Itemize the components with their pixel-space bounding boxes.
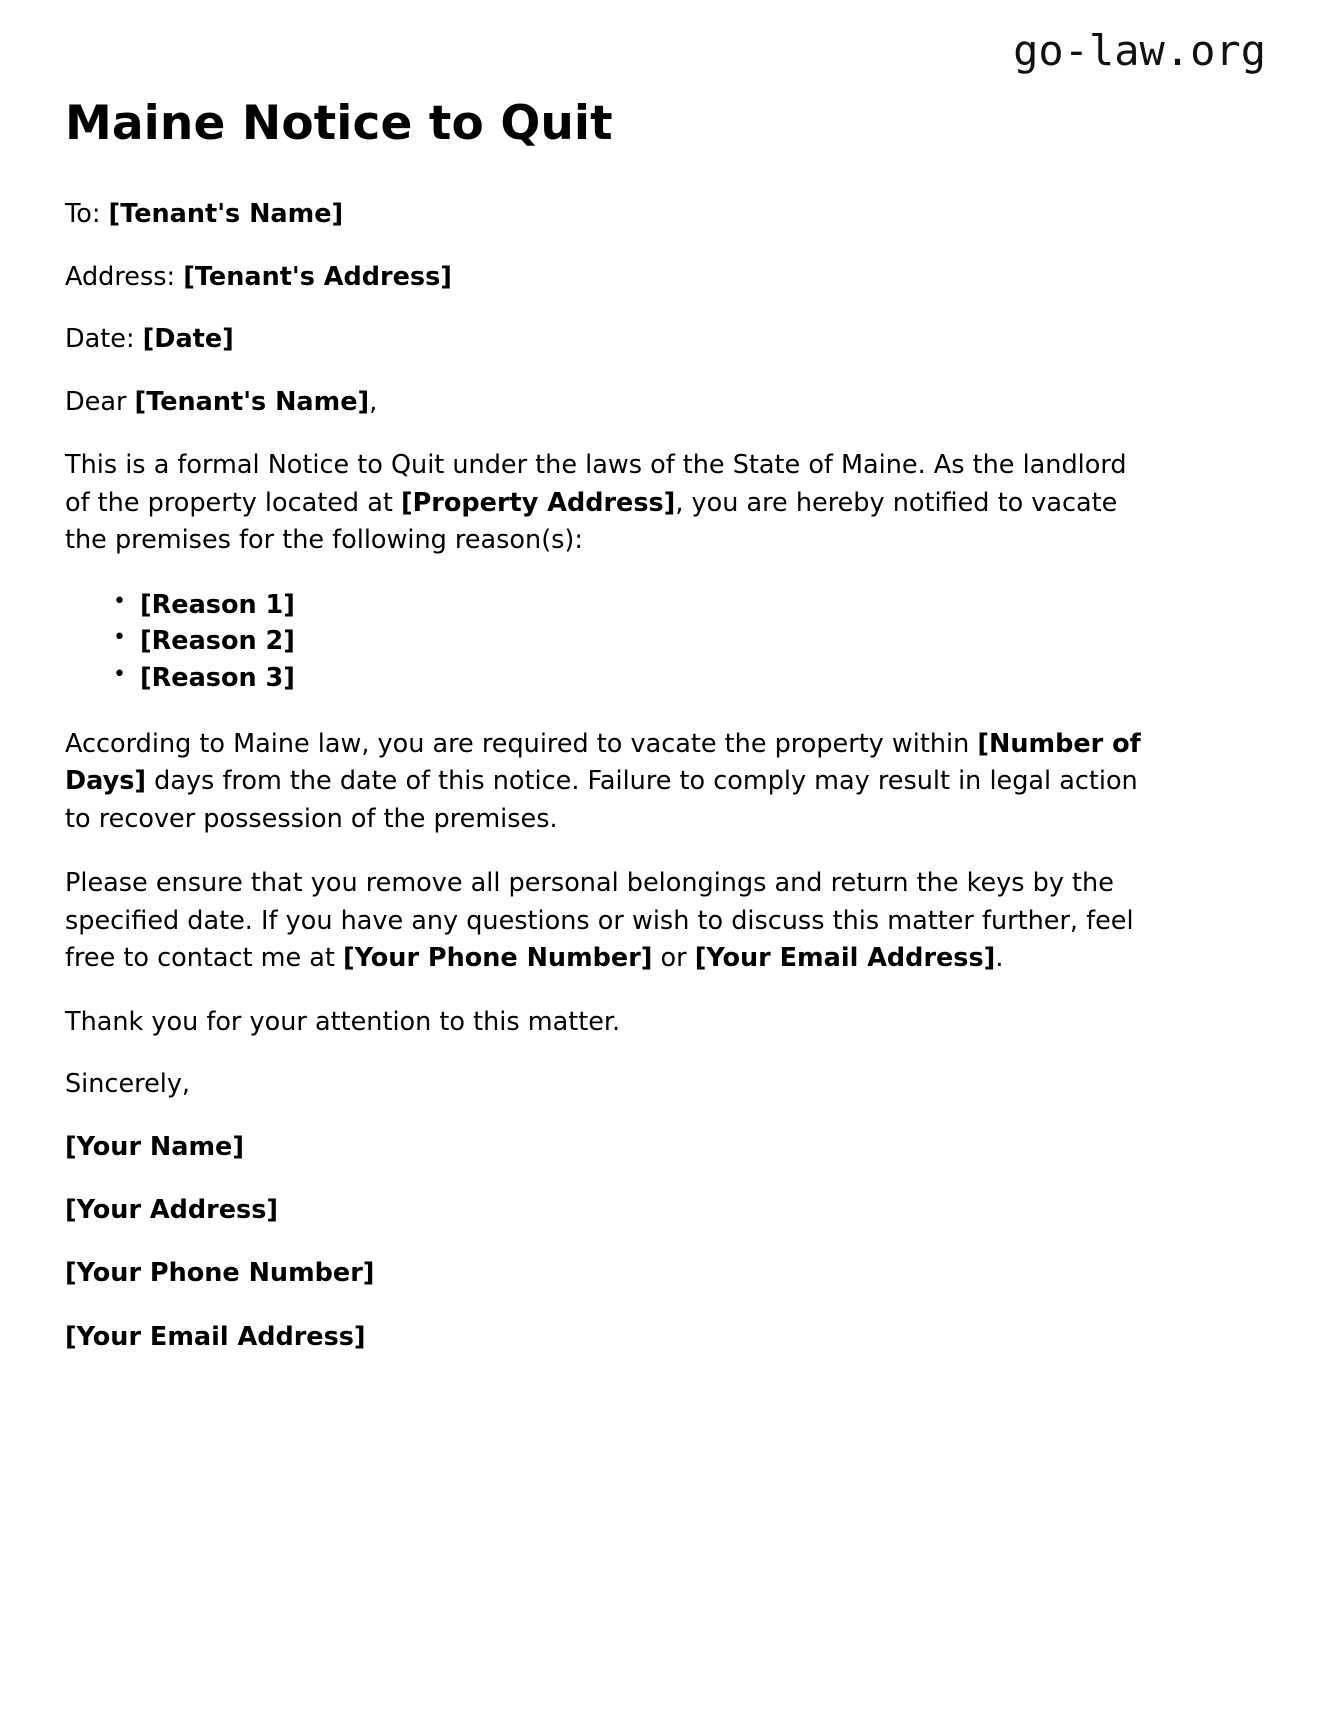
reasons-list [65, 587, 1266, 697]
recipient-name-line [65, 197, 1266, 231]
signature-phone: [Your Phone Number] [65, 1258, 375, 1289]
list-item: • [Reason 1] [140, 587, 1266, 624]
contact-part2: . [995, 943, 1004, 974]
list-item: • [Reason 2] [140, 623, 1266, 660]
notice-date-label: Date: [65, 324, 135, 355]
signature-email: [Your Email Address] [65, 1321, 366, 1352]
page-title: Maine Notice to Quit [65, 96, 613, 151]
contact-email-placeholder: [Your Email Address] [694, 943, 996, 974]
intro-paragraph [65, 447, 1155, 559]
recipient-name-value: [Tenant's Name] [108, 199, 344, 230]
contact-paragraph [65, 865, 1155, 977]
contact-phone-placeholder: [Your Phone Number] [343, 943, 653, 974]
notice-date-value: [Date] [142, 324, 234, 355]
recipient-address-line [65, 260, 1266, 294]
vacate-part1: According to Maine law, you are required to vacate the property within [65, 728, 978, 759]
recipient-address-value: [Tenant's Address] [183, 261, 452, 292]
property-address-placeholder: [Property Address] [400, 487, 676, 518]
salutation-label: Dear [65, 386, 127, 417]
salutation-value: [Tenant's Name] [134, 386, 370, 417]
salutation-line [65, 385, 1266, 419]
closing-line: Sincerely, [65, 1069, 191, 1100]
brand-header [65, 0, 1266, 96]
signature-name: [Your Name] [65, 1131, 244, 1162]
number-of-days-placeholder: [Number of Days] [65, 728, 1141, 797]
vacate-period-paragraph [65, 726, 1155, 838]
intro-part1: This is a formal Notice to Quit under the laws of the State of Maine. As the landlord of the property located at [65, 450, 1127, 518]
contact-part1: Please ensure that you remove all personal belongings and return the keys by the specified date. If you have any questions or wish to discuss this matter further, feel free to contact me at [65, 868, 1134, 974]
thanks-line: Thank you for your attention to this matter. [65, 1006, 621, 1037]
intro-part2: , you are hereby notified to vacate the premises for the following reason(s): [65, 487, 1118, 556]
signature-address: [Your Address] [65, 1194, 279, 1225]
recipient-address-label: Address: [65, 261, 176, 292]
contact-conjunction: or [652, 943, 695, 974]
recipient-name-label: To: [65, 199, 101, 230]
vacate-part2: days from the date of this notice. Failure to comply may result in legal action to recover possession of the premises. [65, 766, 1138, 834]
salutation-comma: , [369, 386, 378, 417]
site-logo-text: go-law.org [1013, 26, 1266, 75]
list-item: • [Reason 3] [140, 660, 1266, 697]
notice-date-line [65, 322, 1266, 356]
